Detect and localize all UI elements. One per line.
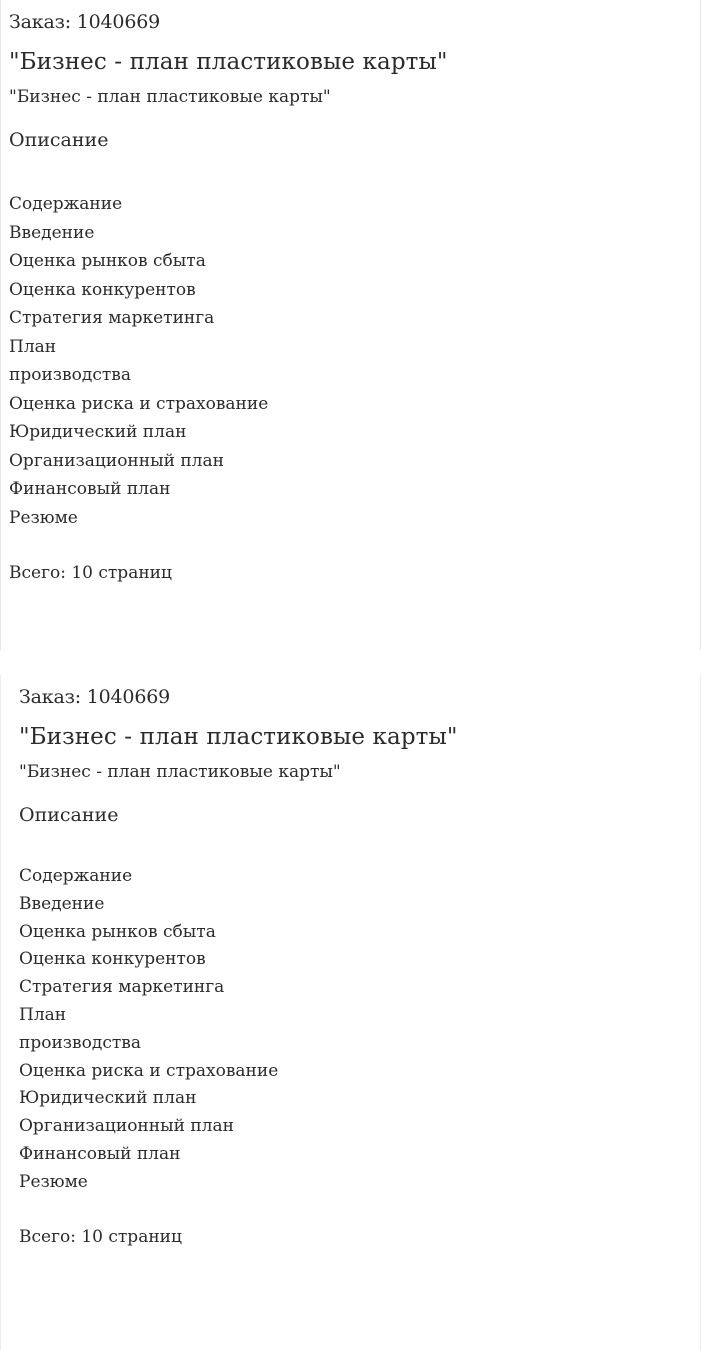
contents-item: Оценка риска и страхование	[19, 1060, 279, 1081]
contents-item: Организационный план	[19, 1116, 234, 1137]
order-card	[0, 0, 701, 650]
contents-item: производства	[19, 1032, 141, 1053]
contents-item: План	[19, 1004, 67, 1025]
contents-list	[19, 863, 692, 1197]
contents-item: Содержание	[9, 194, 123, 214]
contents-item: Стратегия маркетинга	[9, 308, 215, 328]
order-subtitle: "Бизнес - план пластиковые карты"	[9, 87, 331, 107]
contents-item: Финансовый план	[9, 479, 171, 499]
contents-item: Резюме	[19, 1171, 88, 1192]
contents-item: Оценка рынков сбыта	[19, 921, 216, 942]
contents-list	[9, 190, 692, 532]
contents-item: План	[9, 336, 57, 357]
page-count: Всего: 10 страниц	[9, 563, 172, 583]
description-heading: Описание	[19, 804, 119, 826]
order-card	[0, 675, 701, 1350]
contents-item: Финансовый план	[19, 1143, 181, 1164]
contents-item: Оценка рынков сбыта	[9, 251, 206, 271]
description-heading: Описание	[9, 129, 109, 151]
contents-item: Юридический план	[9, 422, 187, 442]
page-count: Всего: 10 страниц	[19, 1226, 182, 1247]
contents-item: Содержание	[19, 866, 133, 886]
order-subtitle: "Бизнес - план пластиковые карты"	[19, 762, 341, 782]
order-number: Заказ: 1040669	[9, 11, 160, 33]
contents-item: производства	[9, 365, 131, 385]
order-number: Заказ: 1040669	[19, 686, 170, 708]
contents-item: Стратегия маркетинга	[19, 977, 225, 998]
contents-item: Оценка риска и страхование	[9, 393, 269, 414]
contents-item: Резюме	[9, 507, 78, 528]
contents-item: Введение	[9, 222, 95, 243]
order-title: "Бизнес - план пластиковые карты"	[19, 724, 458, 750]
contents-item: Введение	[19, 893, 105, 914]
contents-item: Юридический план	[19, 1088, 197, 1109]
contents-item: Оценка конкурентов	[19, 949, 206, 970]
contents-item: Оценка конкурентов	[9, 279, 196, 300]
order-title: "Бизнес - план пластиковые карты"	[9, 49, 448, 75]
contents-item: Организационный план	[9, 450, 224, 471]
